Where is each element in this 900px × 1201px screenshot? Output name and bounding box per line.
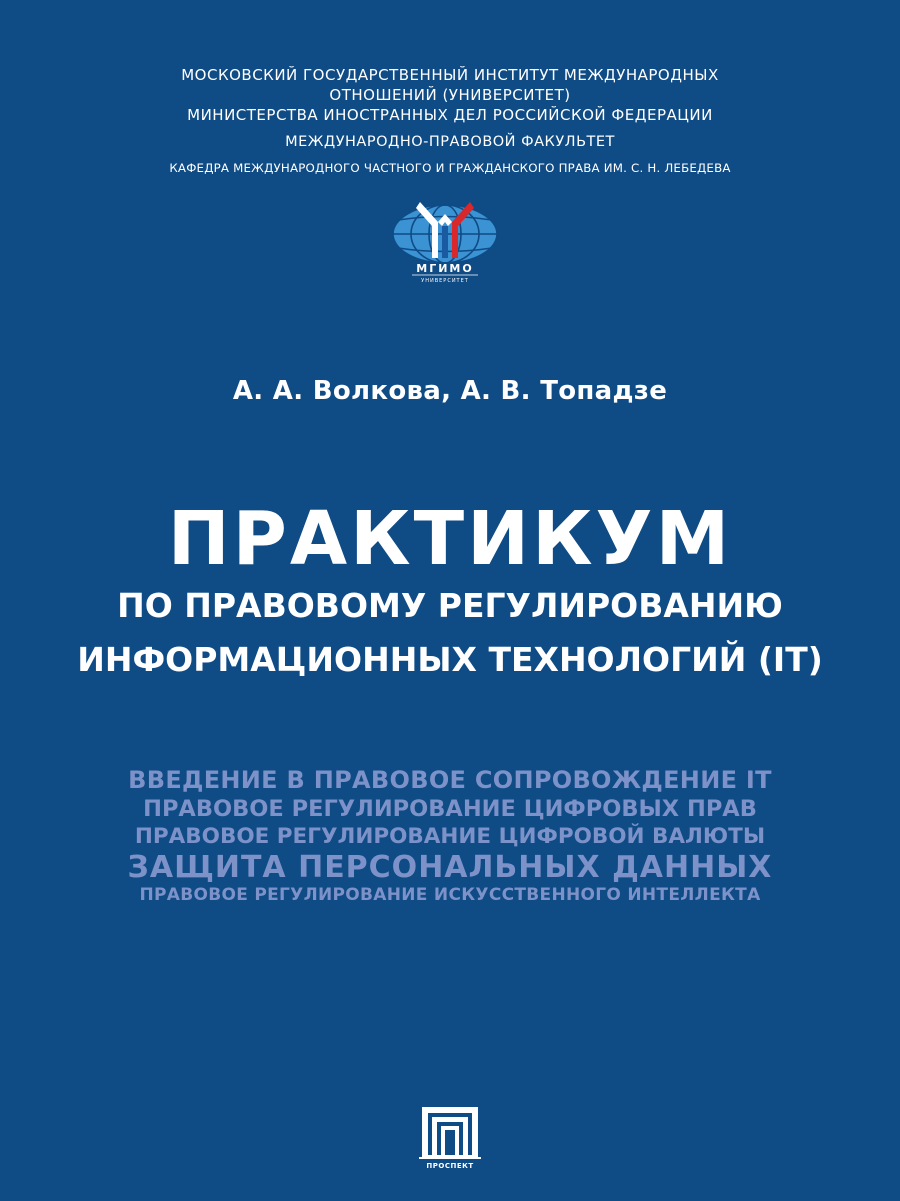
topic-item: ПРАВОВОЕ РЕГУЛИРОВАНИЕ ЦИФРОВЫХ ПРАВ	[143, 796, 757, 822]
publisher-name: ПРОСПЕКТ	[426, 1162, 474, 1170]
authors: А. А. Волкова, А. В. Топадзе	[232, 376, 668, 406]
book-subtitle-line-2: ИНФОРМАЦИОННЫХ ТЕХНОЛОГИЙ (IT)	[77, 640, 823, 679]
faculty-name: МЕЖДУНАРОДНО-ПРАВОВОЙ ФАКУЛЬТЕТ	[285, 134, 615, 150]
university-name-line-3: МИНИСТЕРСТВА ИНОСТРАННЫХ ДЕЛ РОССИЙСКОЙ ФЕДЕРАЦИИ	[187, 106, 713, 124]
prospekt-logo-icon	[415, 1103, 485, 1173]
topic-item: ПРАВОВОЕ РЕГУЛИРОВАНИЕ ЦИФРОВОЙ ВАЛЮТЫ	[134, 824, 766, 849]
university-name-line-1: МОСКОВСКИЙ ГОСУДАРСТВЕННЫЙ ИНСТИТУТ МЕЖДУНАРОДНЫХ	[181, 66, 719, 84]
logo-wordmark: МГИМО	[416, 262, 474, 275]
mgimo-logo-icon	[386, 196, 504, 288]
topic-item: ВВЕДЕНИЕ В ПРАВОВОЕ СОПРОВОЖДЕНИЕ IT	[128, 766, 772, 794]
department-name: КАФЕДРА МЕЖДУНАРОДНОГО ЧАСТНОГО И ГРАЖДАНСКОГО ПРАВА ИМ. С. Н. ЛЕБЕДЕВА	[169, 161, 731, 175]
logo-subtitle: УНИВЕРСИТЕТ	[421, 278, 469, 284]
university-name-line-2: ОТНОШЕНИЙ (УНИВЕРСИТЕТ)	[329, 86, 571, 104]
topic-item: ЗАЩИТА ПЕРСОНАЛЬНЫХ ДАННЫХ	[127, 850, 773, 885]
book-title: ПРАКТИКУМ	[167, 496, 733, 582]
topic-item: ПРАВОВОЕ РЕГУЛИРОВАНИЕ ИСКУССТВЕННОГО ИНТЕЛЛЕКТА	[139, 885, 761, 905]
book-subtitle-line-1: ПО ПРАВОВОМУ РЕГУЛИРОВАНИЮ	[117, 586, 783, 625]
